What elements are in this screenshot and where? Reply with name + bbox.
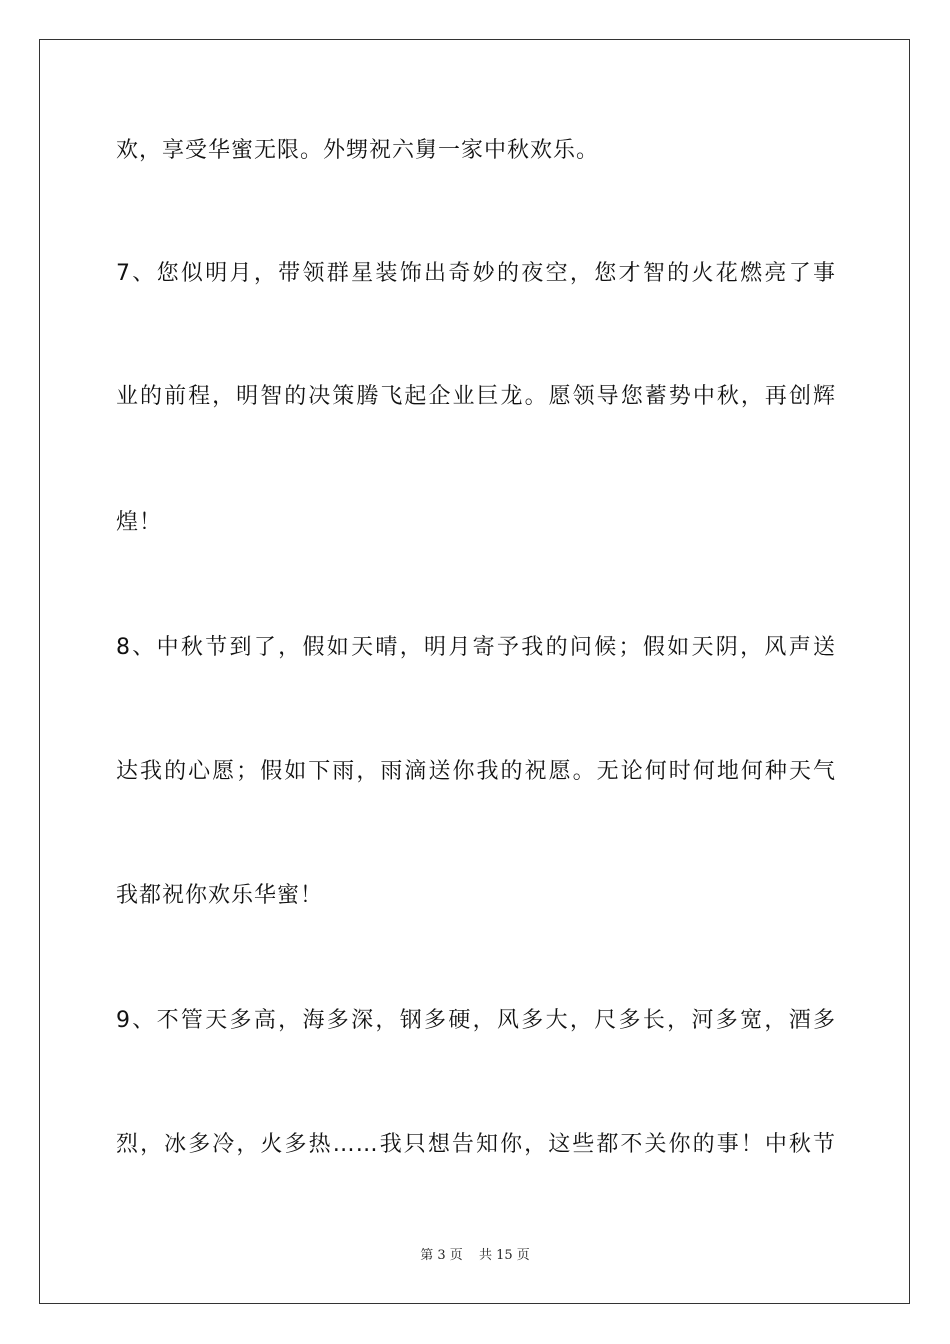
page-footer (0, 1247, 950, 1265)
text-line-5: 8、中秋节到了，假如天晴，明月寄予我的问候；假如天阴，风声送 (116, 635, 836, 660)
text-line-6: 达我的心愿；假如下雨，雨滴送你我的祝愿。无论何时何地何种天气 (116, 759, 836, 784)
text-line-1: 欢，享受华蜜无限。外甥祝六舅一家中秋欢乐。 (116, 138, 600, 163)
text-line-3: 业的前程，明智的决策腾飞起企业巨龙。愿领导您蓄势中秋，再创辉 (116, 384, 836, 409)
text-line-7: 我都祝你欢乐华蜜！ (116, 883, 324, 908)
text-line-2: 7、您似明月，带领群星装饰出奇妙的夜空，您才智的火花燃亮了事 (116, 261, 836, 286)
text-line-9: 烈，冰多冷，火多热……我只想告知你，这些都不关你的事！中秋节 (116, 1132, 836, 1157)
page-number: 第 3 页 (420, 1248, 463, 1263)
total-pages: 共 15 页 (478, 1248, 530, 1263)
page-border (39, 39, 910, 1304)
text-line-8: 9、不管天多高，海多深，钢多硬，风多大，尺多长，河多宽，酒多 (116, 1008, 836, 1033)
text-line-4: 煌！ (116, 510, 163, 535)
